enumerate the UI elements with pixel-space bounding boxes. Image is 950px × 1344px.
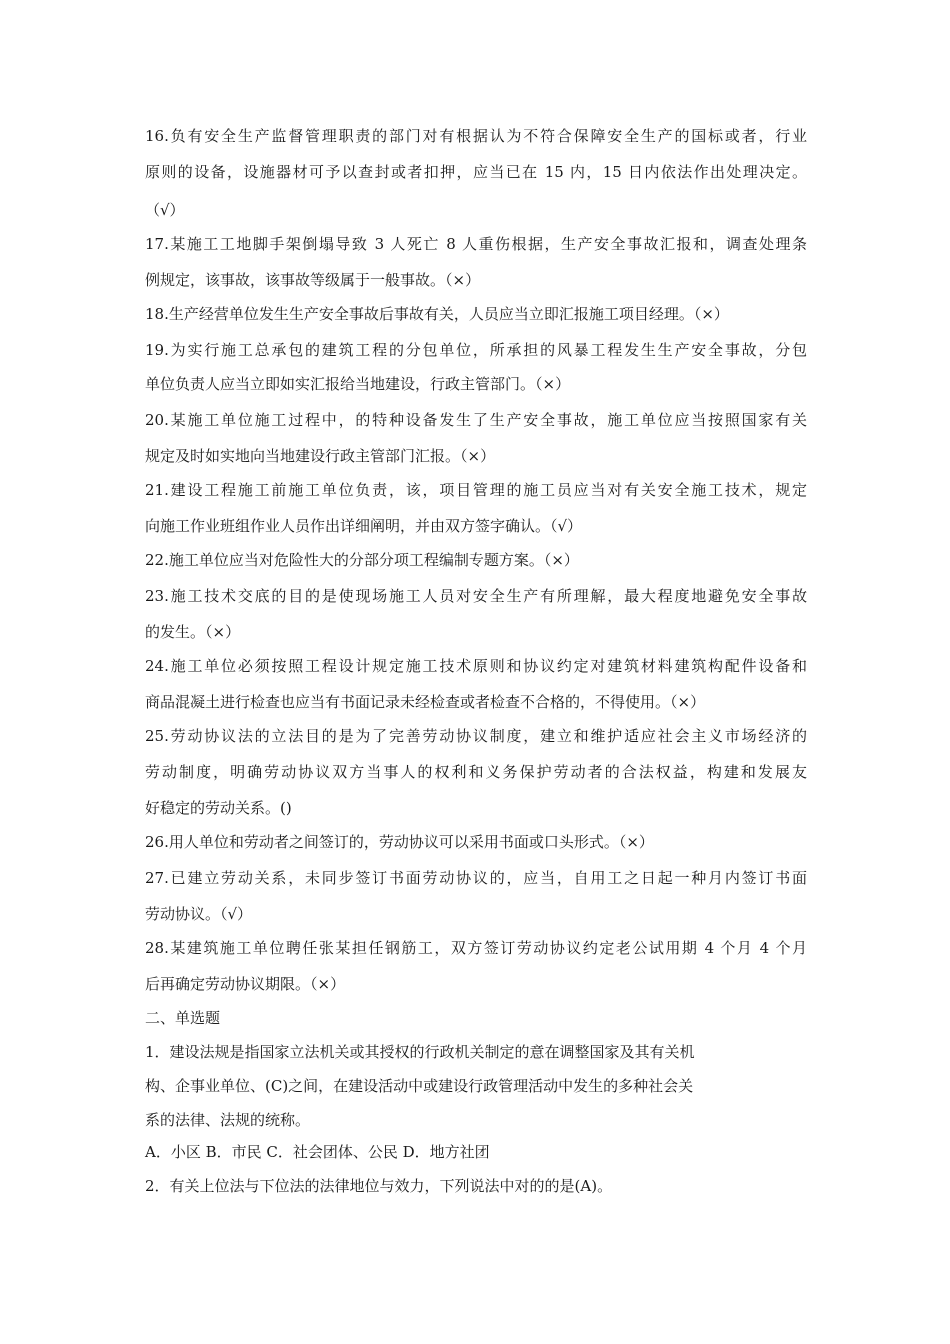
mc1-options: A．小区 B．市民 C．社会团体、公民 D．地方社团 (145, 1143, 490, 1161)
q21-line-2: 向施工作业班组作业人员作出详细阐明，并由双方签字确认。（√） (145, 517, 583, 535)
mc1-line-1: 1．建设法规是指国家立法机关或其授权的行政机关制定的意在调整国家及其有关机 (145, 1043, 695, 1061)
q16-line-2: 原则的设备，设施器材可予以查封或者扣押，应当已在 15 内，15 日内依法作出处理决定。 (145, 163, 807, 181)
q26-line-1: 26.用人单位和劳动者之间签订的，劳动协议可以采用书面或口头形式。（×） (145, 833, 654, 851)
q24-line-1: 24.施工单位必须按照工程设计规定施工技术原则和协议约定对建筑材料建筑构配件设备和 (145, 657, 807, 675)
q20-line-1: 20.某施工单位施工过程中，的特种设备发生了生产安全事故，施工单位应当按照国家有关 (145, 411, 807, 429)
q27-line-2: 劳动协议。（√） (145, 905, 253, 923)
q17-line-1: 17.某施工工地脚手架倒塌导致 3 人死亡 8 人重伤根据，生产安全事故汇报和，调查处理条 (145, 235, 807, 253)
q16-line-3: （√） (145, 201, 185, 219)
q25-line-1: 25.劳动协议法的立法目的是为了完善劳动协议制度，建立和维护适应社会主义市场经济的 (145, 727, 807, 745)
q20-line-2: 规定及时如实地向当地建设行政主管部门汇报。（×） (145, 447, 496, 465)
q23-line-2: 的发生。（×） (145, 623, 241, 641)
q23-line-1: 23.施工技术交底的目的是使现场施工人员对安全生产有所理解，最大程度地避免安全事故 (145, 587, 807, 605)
q18-line-1: 18.生产经营单位发生生产安全事故后事故有关，人员应当立即汇报施工项目经理。（×） (145, 305, 729, 323)
q21-line-1: 21.建设工程施工前施工单位负责，该，项目管理的施工员应当对有关安全施工技术，规定 (145, 481, 807, 499)
section-heading-single-choice: 二、单选题 (145, 1009, 221, 1027)
mc1-line-2: 构、企事业单位、(C)之间，在建设活动中或建设行政管理活动中发生的多种社会关 (145, 1077, 694, 1095)
q19-line-2: 单位负责人应当立即如实汇报给当地建设，行政主管部门。（×） (145, 375, 571, 393)
q28-line-2: 后再确定劳动协议期限。（×） (145, 975, 346, 993)
q27-line-1: 27.已建立劳动关系，未同步签订书面劳动协议的，应当，自用工之日起一种月内签订书面 (145, 869, 807, 887)
q28-line-1: 28.某建筑施工单位聘任张某担任钢筋工，双方签订劳动协议约定老公试用期 4 个月 4 个月 (145, 939, 807, 957)
q24-line-2: 商品混凝土进行检查也应当有书面记录未经检查或者检查不合格的，不得使用。（×） (145, 693, 706, 711)
q25-line-2: 劳动制度，明确劳动协议双方当事人的权利和义务保护劳动者的合法权益，构建和发展友 (145, 763, 807, 781)
q25-line-3: 好稳定的劳动关系。() (145, 799, 292, 817)
mc1-line-3: 系的法律、法规的统称。 (145, 1111, 311, 1129)
q19-line-1: 19.为实行施工总承包的建筑工程的分包单位，所承担的风暴工程发生生产安全事故，分包 (145, 341, 807, 359)
mc2-line-1: 2．有关上位法与下位法的法律地位与效力，下列说法中对的的是(A)。 (145, 1177, 613, 1195)
q16-line-1: 16.负有安全生产监督管理职责的部门对有根据认为不符合保障安全生产的国标或者，行业 (145, 127, 807, 145)
q22-line-1: 22.施工单位应当对危险性大的分部分项工程编制专题方案。（×） (145, 551, 579, 569)
q17-line-2: 例规定，该事故，该事故等级属于一般事故。（×） (145, 271, 481, 289)
